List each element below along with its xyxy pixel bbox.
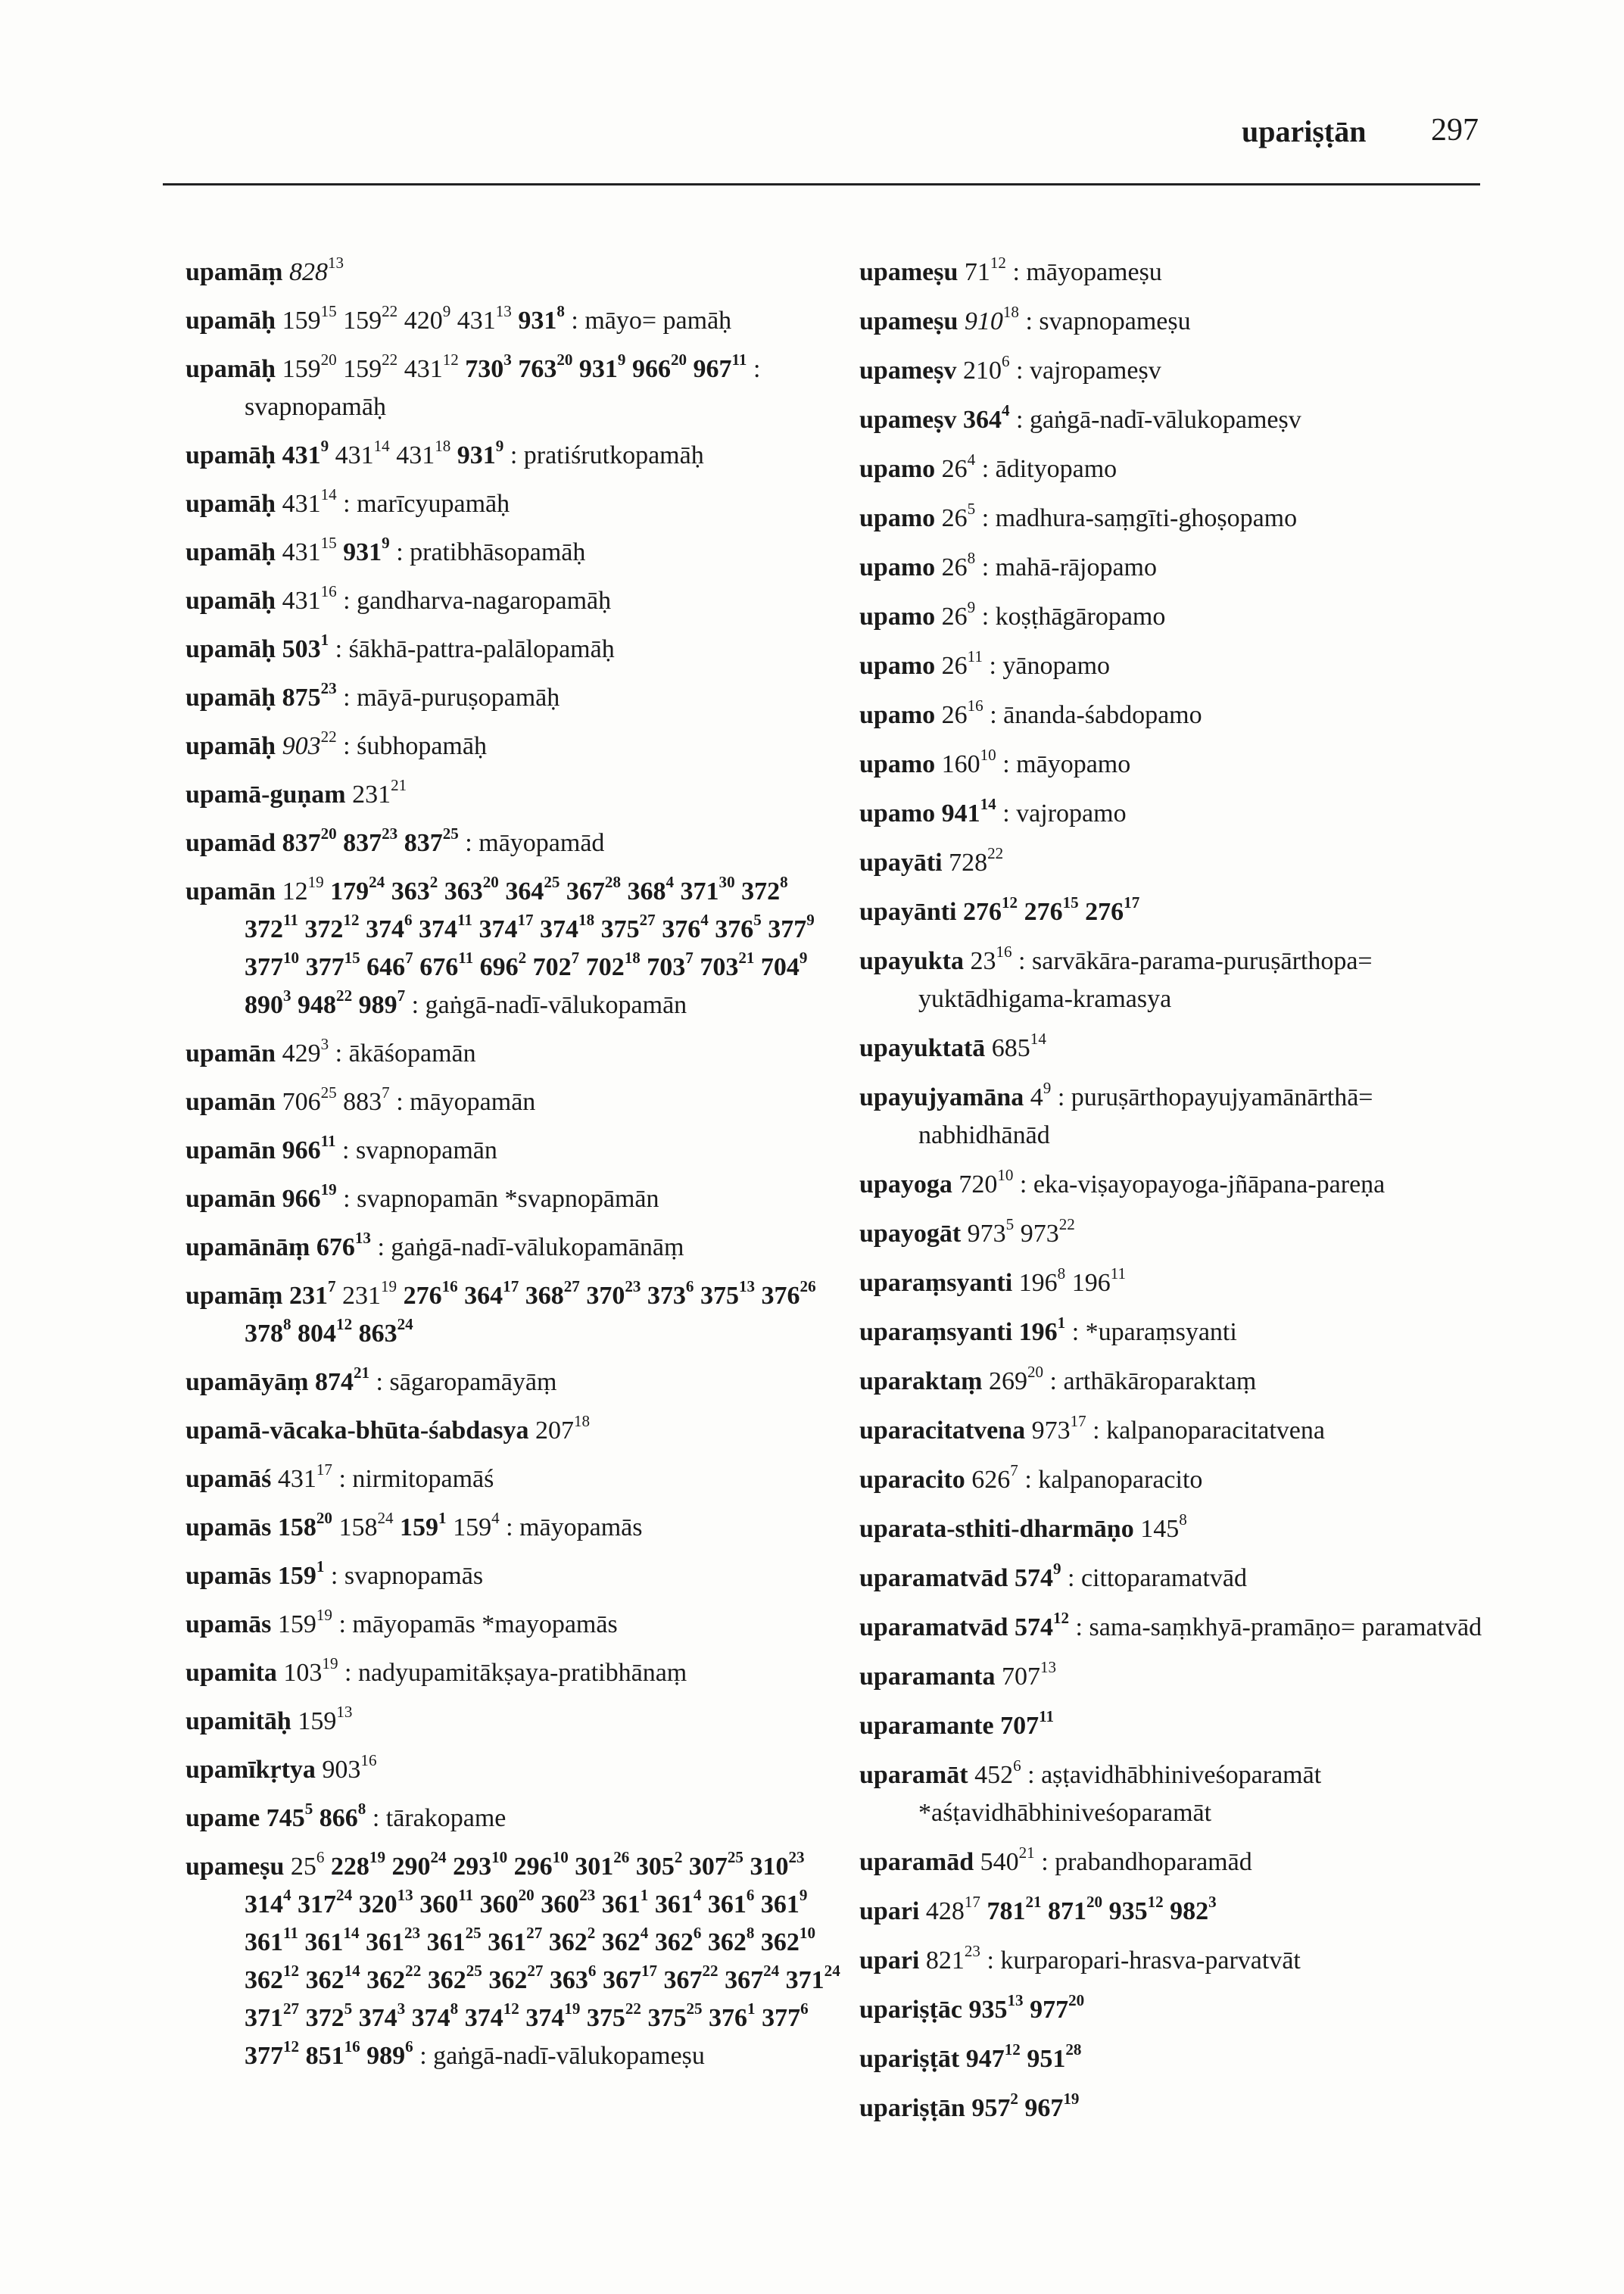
entry-headword: upamāḥ (185, 587, 276, 615)
entry-headword: upamāḥ (185, 732, 276, 760)
index-entry: uparaṃsyanti $196^1$ : *uparaṃsyanti (859, 1314, 1237, 1346)
entry-headword: upayānti (859, 898, 957, 926)
index-entry: upamān $966^{11}$ : svapnopamān (185, 1132, 497, 1164)
index-entry: uparamād $540^{21}$ : prabandhoparamād (859, 1844, 1252, 1876)
entry-gloss: māyopamās *mayopamās (352, 1610, 618, 1638)
entry-headword: upameṣv (859, 406, 957, 434)
entry-headword: upamitāḥ (185, 1707, 291, 1735)
entry-references: $210^6$ (962, 352, 1010, 385)
entry-headword: upamā-vācaka-bhūta-śabdasya (185, 1417, 529, 1445)
index-entry: upamāḥ $431^{16}$ : gandharva-nagaropamāḥ (185, 582, 612, 615)
entry-references: $706^{25}$ $883^7$ (282, 1083, 390, 1116)
index-entry: upamāḥ $431^{15}$ $931^9$ : pratibhāsopamāḥ (185, 534, 586, 566)
index-entry (859, 1893, 1503, 1931)
entry-gloss: śubhopamāḥ (357, 732, 487, 760)
entry-headword: upamāyāṃ (185, 1368, 309, 1396)
entry-references: $196^8$ $196^{11}$ (1018, 1264, 1126, 1297)
entry-references: $707^{11}$ (1000, 1707, 1054, 1740)
index-entry: upamo $26^5$ : madhura-saṃgīti-ghoṣopamo (859, 500, 1298, 532)
entry-references: $574^9$ (1014, 1560, 1061, 1592)
index-entry: upamāḥ $903^{22}$ : śubhopamāḥ (185, 728, 487, 760)
index-entry (185, 1703, 844, 1741)
entry-gloss: kurparopari-hrasva-parvatvāt (1000, 1946, 1301, 1975)
index-entry: upamāyāṃ $874^{21}$ : sāgaropamāyāṃ (185, 1364, 557, 1396)
entry-gloss: gaṅgā-nadī-vālukopamānāṃ (391, 1233, 684, 1261)
entry-references: $821^{23}$ (925, 1942, 980, 1975)
index-entry (859, 893, 1503, 931)
index-entry: upameṣu $25^6$ $228^{19}$ $290^{24}$ $293^{10}$ $296^{10}$ $301^{26}$ $305^2$ $307^{25}$ $310^{23}$ $314^4$ $317^{24}$ $320^{13}$ $360^{11}$ $360^{20}$ $360^{23}$ $361^1$ $361^4$ $361^6$ $361^9$ $361^{11}$ $361^{14}$ $361^{23}$ $361^{25}$ $361^{27}$ $362^2$ $362^4$ $362^6$ $362^8$ $362^{10}$ $362^{12}$ $362^{14}$ $362^{22}$ $362^{25}$ $362^{27}$ $363^6$ $367^{17}$ $367^{22}$ $367^{24}$ $371^{24}$ $371^{27}$ $372^5$ $374^3$ $374^8$ $374^{12}$ $374^{19}$ $375^{22}$ $375^{25}$ $376^1$ $377^6$ $377^{12}$ $851^{16}$ $989^6$ : gaṅgā-nadī-vālukopameṣu (185, 1848, 840, 2070)
index-entry (185, 1277, 844, 1353)
entry-references: $428^{17}$ $781^{21}$ $871^{20}$ $935^{12}$ $982^3$ (925, 1893, 1217, 1925)
index-entry: upamo $26^{11}$ : yānopamo (859, 647, 1111, 680)
entry-references: $941^{14}$ (941, 795, 996, 828)
entry-gloss: yānopamo (1002, 652, 1111, 680)
index-entry: upamās $159^1$ : svapnopamās (185, 1557, 484, 1590)
index-entry: upamo $26^8$ : mahā-rājopamo (859, 549, 1157, 581)
index-entry: upayukta $23^{16}$ : sarvākāra-parama-puruṣārthopa= yuktādhigama-kramasya (859, 943, 1373, 1013)
index-entry: upameṣv $364^4$ : gaṅgā-nadī-vālukopameṣv (859, 401, 1301, 434)
entry-gloss: pratibhāsopamāḥ (410, 538, 586, 566)
entry-gloss: māyopamān (410, 1088, 536, 1116)
entry-gloss: gandharva-nagaropamāḥ (357, 587, 612, 615)
entry-headword: upayukta (859, 947, 964, 975)
entry-headword: upamāḥ (185, 355, 276, 383)
entry-gloss: svapnopameṣu (1039, 307, 1191, 335)
entry-gloss: māyopamād (478, 829, 605, 857)
entry-gloss: svapnopamāḥ (245, 393, 386, 421)
index-entry (859, 1658, 1503, 1696)
index-entry: upamās $158^{20}$ $158^{24}$ $159^1$ $159^4$ : māyopamās (185, 1509, 643, 1541)
left-column (185, 254, 844, 2086)
index-entry (859, 844, 1503, 882)
index-entry: upamāḥ $431^9$ $431^{14}$ $431^{18}$ $931^9$ : pratiśrutkopamāḥ (185, 437, 704, 469)
entry-references: $966^{19}$ (282, 1180, 337, 1213)
entry-references: $707^{13}$ (1001, 1658, 1057, 1691)
index-entry: uparamatvād $574^{12}$ : sama-saṃkhyā-pramāṇo= paramatvād (859, 1609, 1482, 1641)
index-entry: upamo $26^4$ : ādityopamo (859, 450, 1117, 483)
entry-gloss: eka-viṣayopayoga-jñāpana-pareṇa (1033, 1170, 1386, 1198)
entry-gloss: kalpanoparacito (1038, 1466, 1203, 1494)
entry-gloss: māyopamo (1016, 750, 1131, 778)
entry-references: $903^{16}$ (322, 1751, 377, 1784)
entry-headword: upamān (185, 1185, 276, 1213)
entry-gloss: māyopamās (519, 1513, 643, 1541)
entry-references: $837^{20}$ $837^{23}$ $837^{25}$ (282, 824, 459, 857)
entry-references: $540^{21}$ (980, 1844, 1035, 1876)
entry-references: $364^4$ (962, 401, 1010, 434)
entry-headword: upamāś (185, 1465, 272, 1493)
entry-references: $269^{20}$ (988, 1363, 1044, 1395)
index-entry: upamād $837^{20}$ $837^{23}$ $837^{25}$ : māyopamād (185, 824, 605, 857)
index-entry (859, 1991, 1503, 2029)
index-entry (185, 776, 844, 814)
entry-references: $26^{16}$ (941, 697, 983, 729)
index-entry: upamās $159^{19}$ : māyopamās *mayopamās (185, 1606, 618, 1638)
index-entry: upamāś $431^{17}$ : nirmitopamāś (185, 1460, 494, 1493)
entry-gloss: svapnopamān *svapnopāmān (357, 1185, 659, 1213)
entry-references: $145^8$ (1140, 1510, 1187, 1543)
index-entry: upamo $26^{16}$ : ānanda-śabdopamo (859, 697, 1202, 729)
entry-references: $957^2$ $967^{19}$ (971, 2090, 1080, 2122)
entry-references: $874^{21}$ (314, 1364, 370, 1396)
entry-gloss: kalpanoparacitatvena (1106, 1417, 1325, 1445)
entry-references: $574^{12}$ (1014, 1609, 1070, 1641)
entry-gloss: prabandhoparamād (1055, 1848, 1252, 1876)
entry-gloss: puruṣārthopayujyamānārthā= nabhidhānād (918, 1083, 1373, 1149)
entry-gloss: ānanda-śabdopamo (1003, 701, 1202, 729)
entry-headword: upamo (859, 701, 936, 729)
entry-headword: upamān (185, 877, 276, 905)
entry-gloss: vajropamo (1016, 799, 1127, 828)
entry-references: $966^{11}$ (282, 1132, 336, 1164)
entry-references: $26^8$ (941, 549, 976, 581)
entry-headword: upariṣṭāt (859, 2045, 960, 2073)
entry-references: $159^{20}$ $159^{22}$ $431^{12}$ $730^3$ $763^{20}$ $931^9$ $966^{20}$ $967^{11}$ (282, 351, 747, 383)
entry-headword: upameṣv (859, 357, 957, 385)
entry-headword: uparacito (859, 1466, 965, 1494)
entry-references: $452^6$ (974, 1756, 1021, 1789)
index-entry: upameṣv $210^6$ : vajropameṣv (859, 352, 1161, 385)
index-entry: upamān $12^{19}$ $179^{24}$ $363^2$ $363^{20}$ $364^{25}$ $367^{28}$ $368^4$ $371^{30}$ $372^8$ $372^{11}$ $372^{12}$ $374^6$ $374^{11}$ $374^{17}$ $374^{18}$ $375^{27}$ $376^4$ $376^5$ $377^9$ $377^{10}$ $377^{15}$ $646^7$ $676^{11}$ $696^2$ $702^7$ $702^{18}$ $703^7$ $703^{21}$ $704^9$ $890^3$ $948^{22}$ $989^7$ : gaṅgā-nadī-vālukopamān (185, 873, 815, 1019)
entry-gloss: sāgaropamāyāṃ (389, 1368, 557, 1396)
entry-headword: uparaṃsyanti (859, 1269, 1013, 1297)
entry-references: $103^{19}$ (283, 1654, 338, 1687)
entry-headword: upamo (859, 750, 936, 778)
index-entry: uparamāt $452^6$ : aṣṭavidhābhiniveśoparamāt *aśṭavidhābhiniveśoparamāt (859, 1756, 1322, 1827)
entry-gloss: gaṅgā-nadī-vālukopameṣv (1029, 406, 1301, 434)
entry-gloss: ādityopamo (995, 455, 1117, 483)
entry-references: $903^{22}$ (282, 728, 337, 760)
entry-gloss: māyopameṣu (1026, 258, 1162, 286)
entry-headword: upayogāt (859, 1220, 962, 1248)
entry-headword: upamāḥ (185, 635, 276, 663)
entry-gloss: nadyupamitākṣaya-pratibhānaṃ (357, 1659, 687, 1687)
entry-references: $12^{19}$ $179^{24}$ $363^2$ $363^{20}$ $364^{25}$ $367^{28}$ $368^4$ $371^{30}$ $372^8$ $372^{11}$ $372^{12}$ $374^6$ $374^{11}$ $374^{17}$ $374^{18}$ $375^{27}$ $376^4$ $376^5$ $377^9$ $377^{10}$ $377^{15}$ $646^7$ $676^{11}$ $696^2$ $702^7$ $702^{18}$ $703^7$ $703^{21}$ $704^9$ $890^3$ $948^{22}$ $989^7$ (245, 873, 815, 1019)
entry-gloss: marīcyupamāḥ (357, 490, 510, 518)
entry-headword: upamā-guṇam (185, 781, 346, 809)
index-entry (185, 1751, 844, 1789)
index-entry (859, 1510, 1503, 1548)
entry-headword: upamo (859, 652, 936, 680)
entry-references: $231^{21}$ (352, 776, 407, 809)
entry-gloss: sarvākāra-parama-puruṣārthopa= yuktādhigama-kramasya (918, 947, 1373, 1013)
entry-references: $26^9$ (941, 598, 976, 631)
entry-references: $431^9$ $431^{14}$ $431^{18}$ $931^9$ (282, 437, 504, 469)
index-entry: upamāḥ $159^{15}$ $159^{22}$ $420^9$ $431^{13}$ $931^8$ : māyo= pamāḥ (185, 302, 732, 335)
entry-references: $431^{16}$ (282, 582, 337, 615)
entry-headword: upamāḥ (185, 307, 276, 335)
entry-headword: uparamante (859, 1712, 994, 1740)
index-entry (185, 254, 844, 291)
entry-references: $26^{11}$ (941, 647, 983, 680)
entry-references: $26^4$ (941, 450, 976, 483)
entry-gloss: tārakopame (385, 1804, 507, 1832)
entry-headword: upayāti (859, 849, 943, 877)
entry-headword: upamo (859, 455, 936, 483)
entry-headword: upariṣṭāc (859, 1996, 962, 2024)
index-entry: upamo $160^{10}$ : māyopamo (859, 746, 1131, 778)
index-entry: upamāḥ $875^{23}$ : māyā-puruṣopamāḥ (185, 679, 560, 712)
entry-references: $207^{18}$ (535, 1412, 591, 1445)
entry-headword: upameṣu (185, 1853, 285, 1881)
index-entry (859, 1707, 1503, 1745)
entry-headword: uparaktaṃ (859, 1367, 983, 1395)
entry-references: $160^{10}$ (941, 746, 996, 778)
entry-gloss: aṣṭavidhābhiniveśoparamāt *aśṭavidhābhiniveśoparamāt (918, 1761, 1322, 1827)
index-entry: upamān $706^{25}$ $883^7$ : māyopamān (185, 1083, 536, 1116)
entry-gloss: svapnopamān (355, 1136, 497, 1164)
entry-headword: uparacitatvena (859, 1417, 1026, 1445)
entry-references: $429^3$ (282, 1035, 329, 1068)
entry-references: $158^{20}$ $158^{24}$ $159^1$ $159^4$ (277, 1509, 500, 1541)
entry-references: $685^{14}$ (991, 1030, 1046, 1062)
entry-gloss: vajropameṣv (1029, 357, 1161, 385)
entry-references: $231^7$ $231^{19}$ $276^{16}$ $364^{17}$ $368^{27}$ $370^{23}$ $373^6$ $375^{13}$ $376^{26}$ $378^8$ $804^{12}$ $863^{24}$ (245, 1277, 816, 1348)
index-entry: upamān $966^{19}$ : svapnopamān *svapnopāmān (185, 1180, 659, 1213)
index-entry (859, 1030, 1503, 1068)
entry-headword: upariṣṭān (859, 2094, 965, 2122)
entry-references: $720^{10}$ (959, 1166, 1014, 1198)
entry-gloss: nirmitopamāś (352, 1465, 494, 1493)
entry-references: $159^{15}$ $159^{22}$ $420^9$ $431^{13}$ $931^8$ (282, 302, 565, 335)
entry-headword: uparamatvād (859, 1564, 1008, 1592)
entry-gloss: sama-saṃkhyā-pramāṇo= paramatvād (1089, 1613, 1482, 1641)
entry-headword: upameṣu (859, 307, 959, 335)
entry-references: $159^{13}$ (298, 1703, 353, 1735)
entry-gloss: gaṅgā-nadī-vālukopamān (425, 991, 687, 1019)
entry-headword: upamān (185, 1088, 276, 1116)
entry-headword: upamāḥ (185, 490, 276, 518)
entry-headword: upari (859, 1946, 920, 1975)
index-entry (859, 2040, 1503, 2078)
entry-headword: upayuktatā (859, 1034, 986, 1062)
entry-references: $26^5$ (941, 500, 976, 532)
entry-references: $431^{17}$ (277, 1460, 332, 1493)
entry-references: $973^5$ $973^{22}$ (967, 1215, 1075, 1248)
entry-headword: upayujyamāna (859, 1083, 1024, 1111)
entry-headword: uparamād (859, 1848, 974, 1876)
index-entry: uparacito $626^7$ : kalpanoparacito (859, 1461, 1203, 1494)
entry-references: $503^1$ (282, 631, 329, 663)
entry-references: $910^{18}$ (964, 303, 1019, 335)
entry-gloss: arthākāroparaktaṃ (1063, 1367, 1257, 1395)
right-column (859, 254, 1503, 2139)
entry-references: $71^{12}$ (964, 254, 1006, 286)
entry-headword: upamān (185, 1136, 276, 1164)
entry-references: $159^{19}$ (277, 1606, 332, 1638)
page-number: 297 (1431, 113, 1479, 148)
index-entry: uparacitatvena $973^{17}$ : kalpanoparacitatvena (859, 1412, 1325, 1445)
entry-gloss: pratiśrutkopamāḥ (523, 441, 704, 469)
index-entry: upamānāṃ $676^{13}$ : gaṅgā-nadī-vālukopamānāṃ (185, 1229, 684, 1261)
entry-headword: uparata-sthiti-dharmāṇo (859, 1515, 1134, 1543)
entry-headword: upamās (185, 1513, 272, 1541)
entry-headword: upamāḥ (185, 684, 276, 712)
entry-references: $431^{15}$ $931^9$ (282, 534, 390, 566)
entry-headword: upamās (185, 1610, 272, 1638)
entry-headword: upamās (185, 1562, 272, 1590)
index-entry: upayujyamāna $4^9$ : puruṣārthopayujyamānārthā= nabhidhānād (859, 1079, 1373, 1149)
index-entry: upamo $26^9$ : koṣṭhāgāropamo (859, 598, 1166, 631)
entry-references: $23^{16}$ (970, 943, 1012, 975)
entry-references: $828^{13}$ (288, 254, 344, 286)
entry-headword: upame (185, 1804, 260, 1832)
entry-headword: upamo (859, 603, 936, 631)
entry-headword: upamita (185, 1659, 277, 1687)
entry-references: $875^{23}$ (282, 679, 337, 712)
entry-references: $947^{12}$ $951^{28}$ (965, 2040, 1082, 2073)
index-entry: uparaktaṃ $269^{20}$ : arthākāroparaktaṃ (859, 1363, 1257, 1395)
index-entry: upamān $429^3$ : ākāśopamān (185, 1035, 476, 1068)
entry-headword: uparamanta (859, 1663, 996, 1691)
index-entry: upamāḥ $503^1$ : śākhā-pattra-palālopamāḥ (185, 631, 615, 663)
entry-references: $25^6$ $228^{19}$ $290^{24}$ $293^{10}$ $296^{10}$ $301^{26}$ $305^2$ $307^{25}$ $310^{23}$ $314^4$ $317^{24}$ $320^{13}$ $360^{11}$ $360^{20}$ $360^{23}$ $361^1$ $361^4$ $361^6$ $361^9$ $361^{11}$ $361^{14}$ $361^{23}$ $361^{25}$ $361^{27}$ $362^2$ $362^4$ $362^6$ $362^8$ $362^{10}$ $362^{12}$ $362^{14}$ $362^{22}$ $362^{25}$ $362^{27}$ $363^6$ $367^{17}$ $367^{22}$ $367^{24}$ $371^{24}$ $371^{27}$ $372^5$ $374^3$ $374^8$ $374^{12}$ $374^{19}$ $375^{22}$ $375^{25}$ $376^1$ $377^6$ $377^{12}$ $851^{16}$ $989^6$ (245, 1848, 840, 2070)
entry-gloss: śākhā-pattra-palālopamāḥ (348, 635, 615, 663)
entry-references: $973^{17}$ (1031, 1412, 1086, 1445)
entry-headword: uparaṃsyanti (859, 1318, 1013, 1346)
entry-references: $728^{22}$ (949, 844, 1004, 877)
entry-gloss: koṣṭhāgāropamo (995, 603, 1166, 631)
entry-references: $159^1$ (277, 1557, 325, 1590)
index-entry (859, 1264, 1503, 1302)
entry-headword: uparamatvād (859, 1613, 1008, 1641)
entry-gloss: madhura-saṃgīti-ghoṣopamo (995, 504, 1298, 532)
index-entry: upari $821^{23}$ : kurparopari-hrasva-parvatvāt (859, 1942, 1301, 1975)
index-entry (859, 1215, 1503, 1253)
entry-headword: uparamāt (859, 1761, 968, 1789)
entry-headword: upamād (185, 829, 276, 857)
index-entry: upame $745^5$ $866^8$ : tārakopame (185, 1800, 507, 1832)
entry-references: $935^{13}$ $977^{20}$ (968, 1991, 1085, 2024)
entry-references: $4^9$ (1030, 1079, 1052, 1111)
entry-references: $431^{14}$ (282, 485, 337, 518)
entry-references: $745^5$ $866^8$ (266, 1800, 366, 1832)
entry-headword: upamo (859, 553, 936, 581)
entry-headword: upari (859, 1897, 920, 1925)
index-entry: upamāḥ $431^{14}$ : marīcyupamāḥ (185, 485, 510, 518)
entry-headword: upamāṃ (185, 1282, 283, 1310)
entry-gloss: *uparaṃsyanti (1085, 1318, 1237, 1346)
entry-headword: upameṣu (859, 258, 959, 286)
entry-gloss: cittoparamatvād (1080, 1564, 1247, 1592)
entry-headword: upayoga (859, 1170, 952, 1198)
entry-headword: upamo (859, 504, 936, 532)
index-entry (185, 1412, 844, 1450)
index-entry: upamāḥ $159^{20}$ $159^{22}$ $431^{12}$ $730^3$ $763^{20}$ $931^9$ $966^{20}$ $967^{11}$ : svapnopamāḥ (185, 351, 761, 421)
entry-references: $276^{12}$ $276^{15}$ $276^{17}$ (963, 893, 1140, 926)
entry-headword: upamo (859, 799, 936, 828)
entry-gloss: mahā-rājopamo (995, 553, 1157, 581)
index-entry (859, 2090, 1503, 2127)
entry-headword: upamāṃ (185, 258, 283, 286)
entry-gloss: ākāśopamān (348, 1039, 476, 1068)
entry-gloss: gaṅgā-nadī-vālukopameṣu (433, 2042, 705, 2070)
entry-headword: upamāḥ (185, 538, 276, 566)
entry-references: $676^{13}$ (316, 1229, 371, 1261)
header-rule (163, 183, 1480, 185)
entry-headword: upamānāṃ (185, 1233, 310, 1261)
entry-references: $196^1$ (1018, 1314, 1066, 1346)
running-header: upariṣṭān (1242, 114, 1367, 148)
entry-references: $626^7$ (971, 1461, 1018, 1494)
index-entry: uparamatvād $574^9$ : cittoparamatvād (859, 1560, 1247, 1592)
entry-gloss: svapnopamās (344, 1562, 484, 1590)
entry-headword: upamāḥ (185, 441, 276, 469)
entry-gloss: māyā-puruṣopamāḥ (357, 684, 560, 712)
index-entry: upamita $103^{19}$ : nadyupamitākṣaya-pratibhānaṃ (185, 1654, 687, 1687)
entry-headword: upamān (185, 1039, 276, 1068)
index-entry: upameṣu $71^{12}$ : māyopameṣu (859, 254, 1162, 286)
entry-gloss: māyo= pamāḥ (584, 307, 732, 335)
index-entry: upameṣu $910^{18}$ : svapnopameṣu (859, 303, 1191, 335)
entry-headword: upamīkṛtya (185, 1756, 316, 1784)
index-entry: upayoga $720^{10}$ : eka-viṣayopayoga-jñāpana-pareṇa (859, 1166, 1386, 1198)
index-entry: upamo $941^{14}$ : vajropamo (859, 795, 1127, 828)
